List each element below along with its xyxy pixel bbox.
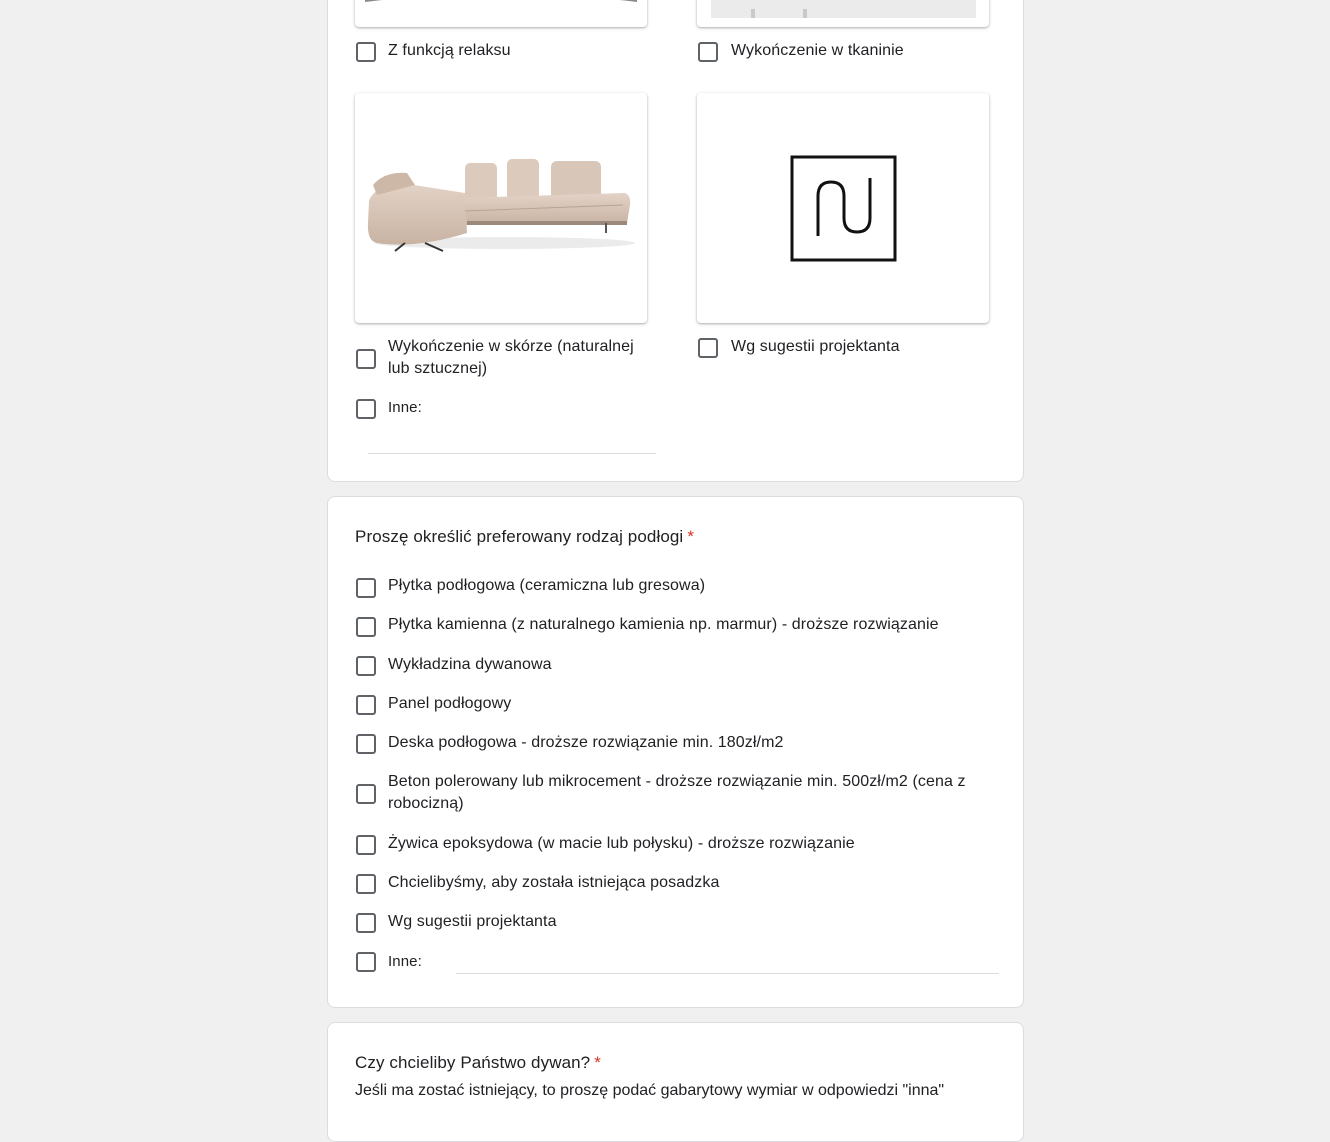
option-label-floor-tile: Płytka podłogowa (ceramiczna lub gresowa): [388, 577, 706, 594]
required-mark: *: [687, 527, 695, 546]
option-label-designer: Wg sugestii projektanta: [731, 338, 900, 355]
question-card-carpet: [327, 1022, 1024, 1142]
checkbox-other[interactable]: [356, 399, 376, 419]
option-label-relax: Z funkcją relaksu: [388, 42, 511, 59]
checkbox-concrete[interactable]: [356, 784, 376, 804]
option-label-laminate: Panel podłogowy: [388, 695, 512, 712]
sofa-image: [355, 93, 647, 323]
question-title-text: Proszę określić preferowany rodzaj podłogi: [355, 527, 684, 546]
required-mark-carpet: *: [594, 1053, 601, 1072]
option-image-relax: [355, 0, 647, 27]
question-card-floor-type: [327, 496, 1024, 1008]
option-label-fabric: Wykończenie w tkaninie: [731, 42, 904, 59]
option-label-stone-tile: Płytka kamienna (z naturalnego kamienia np. marmur) - droższe rozwiązanie: [388, 616, 939, 633]
option-label-leather: Wykończenie w skórze (naturalnej lub sztucznej): [388, 338, 634, 377]
checkbox-stone-tile[interactable]: [356, 617, 376, 637]
question-title: [355, 525, 694, 549]
question-title-carpet-text: Czy chcieliby Państwo dywan?: [355, 1053, 591, 1072]
checkbox-leather[interactable]: [356, 349, 376, 369]
question-title-carpet: [355, 1051, 601, 1075]
checkbox-carpet[interactable]: [356, 656, 376, 676]
option-label-other-floor: Inne:: [388, 953, 422, 970]
other-floor-text-input[interactable]: [456, 973, 999, 974]
checkbox-other-floor[interactable]: [356, 952, 376, 972]
checkbox-relax[interactable]: [356, 42, 376, 62]
question-description: Jeśli ma zostać istniejący, to proszę podać gabarytowy wymiar w odpowiedzi "inna": [355, 1082, 945, 1099]
option-label-epoxy: Żywica epoksydowa (w macie lub połysku) - droższe rozwiązanie: [388, 835, 855, 852]
question-card-sofa-type: [327, 0, 1024, 482]
designer-logo-icon: [697, 93, 989, 323]
other-text-input[interactable]: [368, 453, 656, 454]
checkbox-designer[interactable]: [698, 338, 718, 358]
checkbox-designer-floor[interactable]: [356, 913, 376, 933]
option-label-other: Inne:: [388, 399, 422, 416]
checkbox-wood-plank[interactable]: [356, 734, 376, 754]
option-label-carpet: Wykładzina dywanowa: [388, 656, 552, 673]
checkbox-existing[interactable]: [356, 874, 376, 894]
option-label-designer-floor: Wg sugestii projektanta: [388, 913, 557, 930]
option-label-concrete: Beton polerowany lub mikrocement - droższe rozwiązanie min. 500zł/m2 (cena z robocizną): [388, 773, 966, 812]
sofa-image-partial: [355, 0, 647, 27]
option-label-wood-plank: Deska podłogowa - droższe rozwiązanie min. 180zł/m2: [388, 734, 784, 751]
checkbox-laminate[interactable]: [356, 695, 376, 715]
checkbox-floor-tile[interactable]: [356, 578, 376, 598]
option-image-fabric: [697, 0, 989, 27]
option-image-leather: [355, 93, 647, 323]
checkbox-epoxy[interactable]: [356, 835, 376, 855]
option-label-existing: Chcielibyśmy, aby została istniejąca posadzka: [388, 874, 720, 891]
fabric-sofa-image-partial: [711, 0, 976, 18]
checkbox-fabric[interactable]: [698, 42, 718, 62]
option-image-designer: [697, 93, 989, 323]
